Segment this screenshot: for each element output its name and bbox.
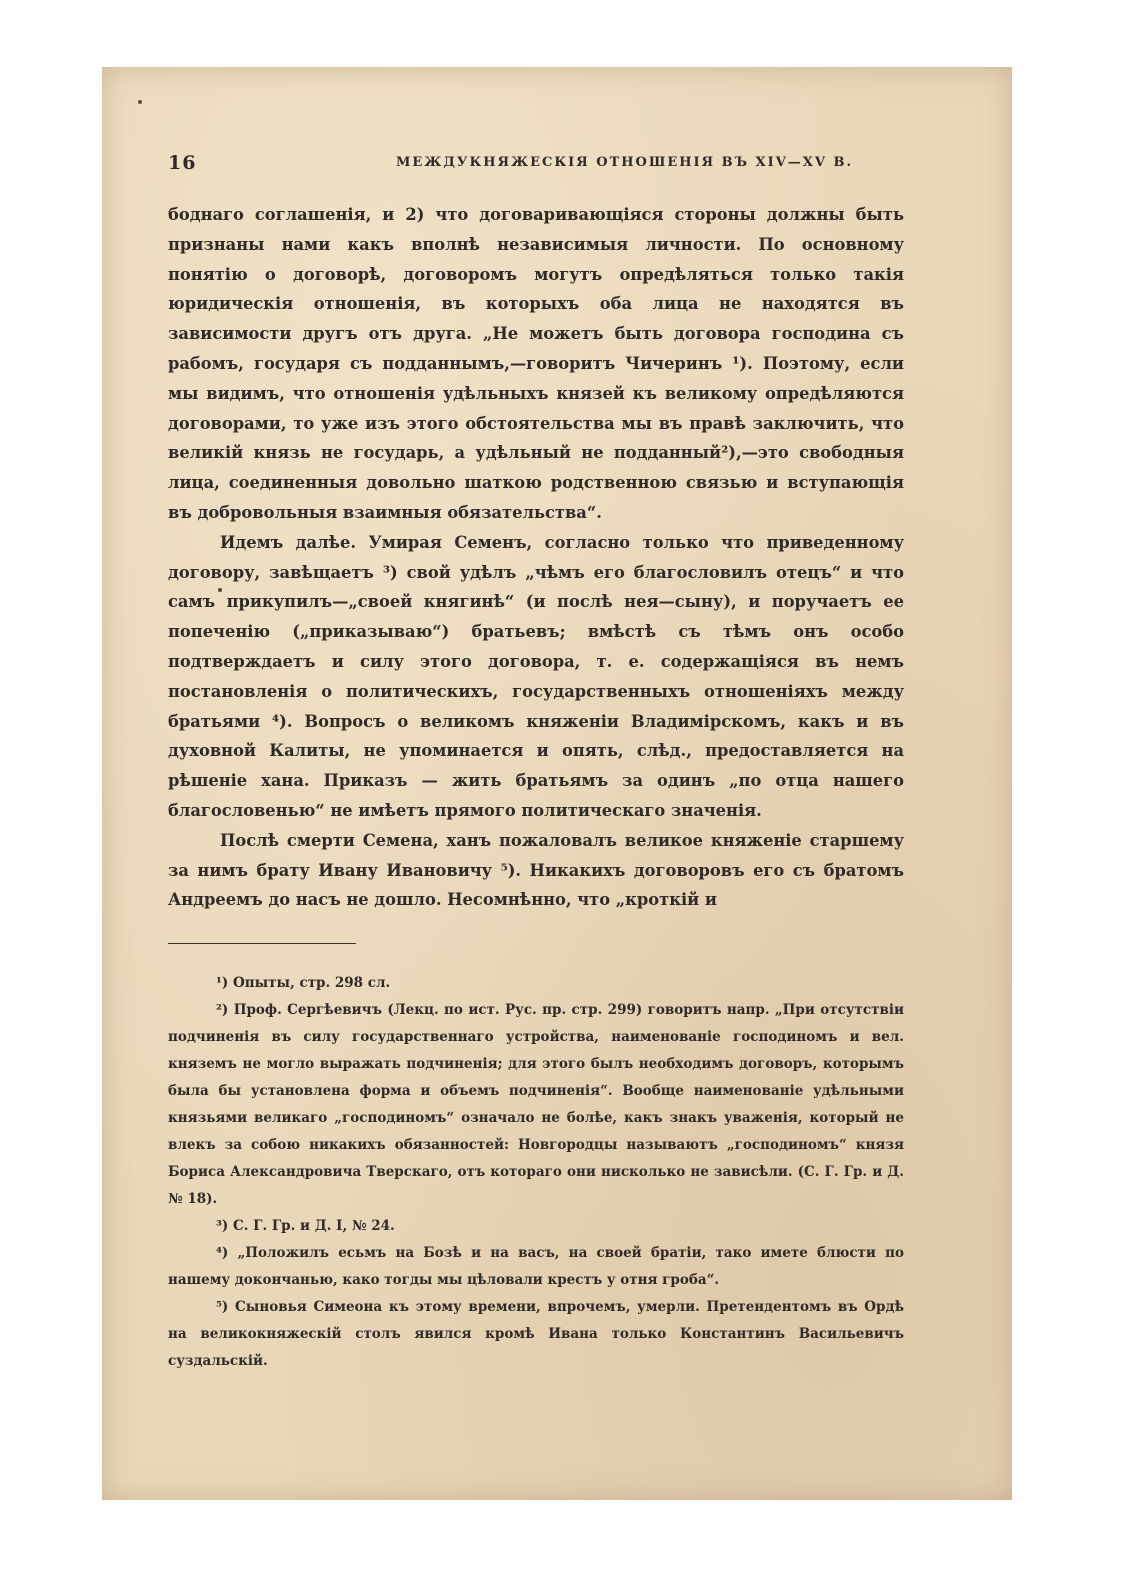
footnote-divider xyxy=(168,943,356,944)
margin-speck xyxy=(138,100,142,104)
footnote: ²) Проф. Сергѣевичъ (Лекц. по ист. Рус. пр. стр. 299) говоритъ напр. „При отсутствіи подчиненія въ силу государственнаго устройства, наименованіе господиномъ и вел. княземъ не могло выражать подчиненія; для этого былъ необходимъ договоръ, которымъ была бы установлена форма и объемъ подчиненія“. Вообще наименованіе удѣльными князьями великаго „господиномъ“ означало не болѣе, какъ знакъ уваженія, который не влекъ за собою никакихъ обязанностей: Новгородцы называютъ „господиномъ“ князя Бориса Александровича Тверскаго, отъ котораго они нисколько не зависѣли. (С. Г. Гр. и Д. № 18). xyxy=(168,1002,904,1208)
page-content xyxy=(168,150,1004,1375)
footnote: ¹) Опыты, стр. 298 сл. xyxy=(216,975,391,992)
page-number: 16 xyxy=(168,152,197,174)
page-header xyxy=(168,150,1004,180)
footnote: ⁴) „Положилъ есьмъ на Бозѣ и на васъ, на своей братіи, тако имете блюсти по нашему докончанью, како тогды мы цѣловали крестъ у отня гроба“. xyxy=(168,1245,904,1289)
footnote: ⁵) Сыновья Симеона къ этому времени, впрочемъ, умерли. Претендентомъ въ Ордѣ на великокняжескій столъ явился кромѣ Ивана только Константинъ Васильевичъ суздальскій. xyxy=(168,1299,904,1370)
footnote: ³) С. Г. Гр. и Д. I, № 24. xyxy=(216,1218,395,1235)
footnotes xyxy=(168,970,904,1375)
paragraph: боднаго соглашенія, и 2) что договаривающіяся стороны должны быть признаны нами какъ вполнѣ независимыя личности. По основному понятію о договорѣ, договоромъ могутъ опредѣляться только такія юридическія отношенія, въ которыхъ оба лица не находятся въ зависимости другъ отъ друга. „Не можетъ быть договора господина съ рабомъ, государя съ подданнымъ,—говоритъ Чичеринъ ¹). Поэтому, если мы видимъ, что отношенія удѣльныхъ князей къ великому опредѣляются договорами, то уже изъ этого обстоятельства мы въ правѣ заключить, что великій князь не государь, а удѣльный не подданный²),—это свободныя лица, соединенныя довольно шаткою родственною связью и вступающія въ добровольныя взаимныя обязательства“. xyxy=(168,205,904,522)
body-text xyxy=(168,200,904,915)
running-title: МЕЖДУКНЯЖЕСКІЯ ОТНОШЕНІЯ ВЪ XIV—XV В. xyxy=(396,155,854,170)
paragraph: Идемъ далѣе. Умирая Семенъ, согласно только что приведенному договору, завѣщаетъ ³) свой удѣлъ „чѣмъ его благословилъ отецъ“ и что самъ прикупилъ—„своей княгинѣ“ (и послѣ нея—сыну), и поручаетъ ее попеченію („приказываю“) братьевъ; вмѣстѣ съ тѣмъ онъ особо подтверждаетъ и силу этого договора, т. е. содержащіяся въ немъ постановленія о политическихъ, государственныхъ отношеніяхъ между братьями ⁴). Вопросъ о великомъ княженіи Владимірскомъ, какъ и въ духовной Калиты, не упоминается и опять, слѣд., предоставляется на рѣшеніе хана. Приказъ — жить братьямъ за одинъ „по отца нашего благословенью“ не имѣетъ прямого политическаго значенія. xyxy=(168,532,904,820)
paragraph: Послѣ смерти Семена, ханъ пожаловалъ великое княженіе старшему за нимъ брату Ивану Ивановичу ⁵). Никакихъ договоровъ его съ братомъ Андреемъ до насъ не дошло. Несомнѣнно, что „кроткій и xyxy=(168,830,904,910)
